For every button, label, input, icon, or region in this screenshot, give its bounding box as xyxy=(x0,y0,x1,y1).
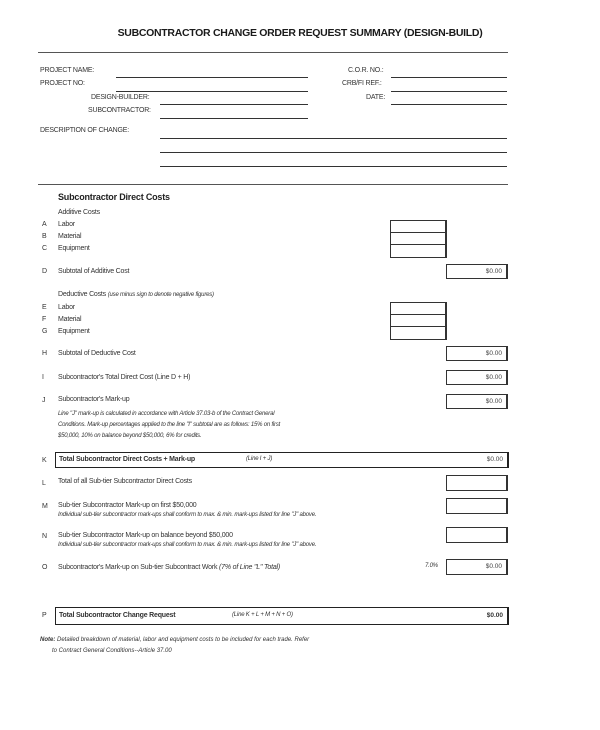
total-change-request-value: $0.00 xyxy=(486,612,503,619)
line-letter: D xyxy=(42,268,48,275)
cor-no-field[interactable] xyxy=(391,77,507,78)
additive-heading: Additive Costs xyxy=(58,209,100,216)
subtier-work-markup-formula: (7% of Line "L" Total) xyxy=(219,564,281,571)
subtier-work-markup-percent: 7.0% xyxy=(425,563,438,569)
additive-equipment-input[interactable] xyxy=(390,244,447,258)
line-letter: L xyxy=(42,480,46,487)
line-letter: C xyxy=(42,245,48,252)
section-divider xyxy=(38,184,508,185)
total-change-request-row xyxy=(55,607,509,625)
line-letter: E xyxy=(42,304,47,311)
subcontractor-label: SUBCONTRACTOR: xyxy=(88,107,151,114)
deductive-note: (use minus sign to denote negative figures) xyxy=(107,292,214,298)
line-letter: K xyxy=(42,457,47,464)
project-no-label: PROJECT NO: xyxy=(40,80,85,87)
description-label: DESCRIPTION OF CHANGE: xyxy=(40,127,129,134)
line-letter: I xyxy=(42,374,44,381)
line-letter: A xyxy=(42,221,47,228)
equipment-label: Equipment xyxy=(58,245,90,252)
footnote xyxy=(40,635,309,657)
project-name-label: PROJECT NAME: xyxy=(40,67,95,74)
description-line-3[interactable] xyxy=(160,166,507,167)
line-letter: G xyxy=(42,328,48,335)
crb-fi-ref-field[interactable] xyxy=(391,91,507,92)
subtier-markup-first-label: Sub-tier Subcontractor Mark-up on first $50,000 xyxy=(58,502,197,509)
subtier-direct-costs-label: Total of all Sub-tier Subcontractor Direct Costs xyxy=(58,478,192,485)
subtier-direct-costs-input[interactable] xyxy=(446,475,508,491)
title-divider xyxy=(38,52,508,53)
subtier-markup-balance-input[interactable] xyxy=(446,527,508,543)
material-label: Material xyxy=(58,316,82,323)
date-field[interactable] xyxy=(391,104,507,105)
total-direct-cost-label: Subcontractor's Total Direct Cost (Line D + H) xyxy=(58,374,191,381)
section-title: Subcontractor Direct Costs xyxy=(58,192,170,202)
subtier-markup-balance-label: Sub-tier Subcontractor Mark-up on balance beyond $50,000 xyxy=(58,532,233,539)
additive-subtotal-value: $0.00 xyxy=(446,264,508,279)
subcontractor-field[interactable] xyxy=(160,118,308,119)
line-letter: H xyxy=(42,350,48,357)
line-letter: J xyxy=(42,397,46,404)
deductive-heading xyxy=(58,291,214,298)
footnote-line-1: Detailed breakdown of material, labor and equipment costs to be included for each trade. Refer xyxy=(57,637,310,643)
total-change-request-label: Total Subcontractor Change Request xyxy=(59,612,176,619)
equipment-label: Equipment xyxy=(58,328,90,335)
line-letter: B xyxy=(42,233,47,240)
description-line-2[interactable] xyxy=(160,152,507,153)
date-label: DATE: xyxy=(366,94,386,101)
project-no-field[interactable] xyxy=(116,91,308,92)
line-letter: F xyxy=(42,316,47,323)
subtier-markup-first-input[interactable] xyxy=(446,498,508,514)
deductive-subtotal-value: $0.00 xyxy=(446,346,508,361)
total-direct-plus-markup-label: Total Subcontractor Direct Costs + Mark-up xyxy=(59,456,195,463)
subtier-markup-balance-note: Individual sub-tier subcontractor mark-ups shall conform to max. & min. mark-ups listed for line "J" above. xyxy=(58,542,317,548)
project-name-field[interactable] xyxy=(116,77,308,78)
line-letter: P xyxy=(42,612,47,619)
subtier-work-markup-text: Subcontractor's Mark-up on Sub-tier Subcontract Work xyxy=(58,564,218,571)
footnote-prefix: Note: xyxy=(40,637,56,643)
markup-note-3: $50,000, 10% on balance beyond $50,000, 6% for credits. xyxy=(58,433,202,439)
deductive-equipment-input[interactable] xyxy=(390,326,447,340)
deductive-heading-text: Deductive Costs xyxy=(58,291,106,298)
subtier-work-markup-value: $0.00 xyxy=(446,559,508,575)
labor-label: Labor xyxy=(58,221,75,228)
total-change-request-formula: (Line K + L + M + N + O) xyxy=(232,612,293,618)
description-line-1[interactable] xyxy=(160,138,507,139)
deductive-subtotal-label: Subtotal of Deductive Cost xyxy=(58,350,136,357)
document-title: SUBCONTRACTOR CHANGE ORDER REQUEST SUMMARY (DESIGN-BUILD) xyxy=(117,27,483,39)
cor-no-label: C.O.R. NO.: xyxy=(348,67,384,74)
markup-value: $0.00 xyxy=(446,394,508,409)
markup-note-2: Conditions. Mark-up percentages applied to the line "I" subtotal are as follows: 15% on first xyxy=(58,422,281,428)
total-direct-plus-markup-row xyxy=(55,452,509,468)
crb-fi-ref-label: CRB/FI REF.: xyxy=(342,80,382,87)
total-direct-plus-markup-formula: (Line I + J) xyxy=(246,456,273,462)
line-letter: M xyxy=(42,503,48,510)
subtier-markup-first-note: Individual sub-tier subcontractor mark-ups shall conform to max. & min. mark-ups listed for line "J" above. xyxy=(58,512,317,518)
total-direct-plus-markup-value: $0.00 xyxy=(486,456,503,463)
additive-subtotal-label: Subtotal of Additive Cost xyxy=(58,268,130,275)
markup-note-1: Line "J" mark-up is calculated in accordance with Article 37.03-b of the Contract General xyxy=(58,411,275,417)
footnote-line-2: to Contract General Conditions--Article 37.00 xyxy=(52,648,172,654)
line-letter: O xyxy=(42,564,48,571)
subtier-work-markup-label xyxy=(58,564,280,571)
markup-label: Subcontractor's Mark-up xyxy=(58,396,130,403)
design-builder-label: DESIGN-BUILDER: xyxy=(91,94,150,101)
total-direct-cost-value: $0.00 xyxy=(446,370,508,385)
material-label: Material xyxy=(58,233,82,240)
line-letter: N xyxy=(42,533,48,540)
labor-label: Labor xyxy=(58,304,75,311)
design-builder-field[interactable] xyxy=(160,104,308,105)
